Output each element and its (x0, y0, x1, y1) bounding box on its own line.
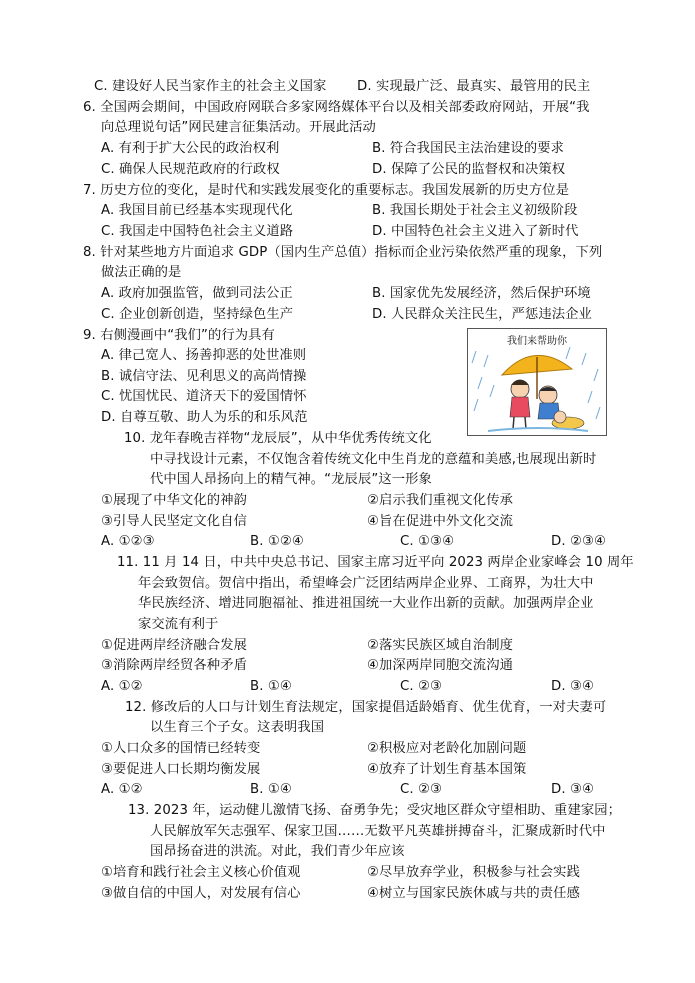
option-9b: B. 诚信守法、见利思义的高尚情操 (101, 369, 307, 384)
option-12b: B. ①④ (250, 782, 292, 797)
option-6b: B. 符合我国民主法治建设的要求 (372, 141, 565, 156)
option-9c: C. 忧国忧民、道济天下的爱国情怀 (101, 389, 307, 404)
statement-13-1: ①培育和践行社会主义核心价值观 (101, 865, 301, 880)
option-12a: A. ①② (101, 782, 143, 797)
comic-title: 我们来帮助你 (507, 336, 567, 347)
question-11-stem-cont: 年会致贺信。贺信中指出，希望峰会广泛团结两岸企业界、工商界，为壮大中 (138, 576, 594, 591)
option-11c: C. ②③ (400, 679, 443, 694)
option-7d: D. 中国特色社会主义进入了新时代 (372, 224, 579, 239)
option-9d: D. 自尊互敬、助人为乐的和乐风范 (101, 410, 308, 425)
statement-13-4: ④树立与国家民族休戚与共的责任感 (367, 886, 580, 901)
question-10-stem-cont2: 代中国人昂扬向上的精气神。“龙辰辰”这一形象 (150, 472, 432, 487)
question-10-stem: 10. 龙年春晚吉祥物“龙辰辰”，从中华优秀传统文化 (124, 431, 432, 446)
option-7a: A. 我国目前已经基本实现现代化 (101, 203, 293, 218)
option-8a: A. 政府加强监管，做到司法公正 (101, 286, 293, 301)
question-10-stem-cont: 中寻找设计元素，不仅饱含着传统文化中生肖龙的意蕴和美感,也展现出新时 (150, 452, 597, 467)
question-6-stem-cont: 向总理说句话”网民建言征集活动。开展此活动 (101, 120, 376, 135)
option-8b: B. 国家优先发展经济，然后保护环境 (372, 286, 591, 301)
option-5c: C. 建设好人民当家作主的社会主义国家 (94, 79, 327, 94)
question-11-stem: 11. 11 月 14 日，中共中央总书记、国家主席习近平向 2023 两岸企业家峰会 10 周年 (117, 555, 634, 570)
question-13-stem-cont: 人民解放军矢志强军、保家卫国……无数平凡英雄拼搏奋斗，汇聚成新时代中 (150, 824, 606, 839)
question-8-stem-cont: 做法正确的是 (101, 265, 182, 280)
option-12c: C. ②③ (400, 782, 443, 797)
question-12-stem-cont: 以生育三个子女。这表明我国 (150, 720, 325, 735)
option-10a: A. ①②③ (101, 534, 155, 549)
option-6a: A. 有利于扩大公民的政治权利 (101, 141, 280, 156)
statement-12-4: ④放弃了计划生育基本国策 (367, 762, 527, 777)
statement-12-1: ①人口众多的国情已经转变 (101, 741, 261, 756)
statement-12-2: ②积极应对老龄化加剧问题 (367, 741, 527, 756)
question-7-stem: 7. 历史方位的变化，是时代和实践发展变化的重要标志。我国发展新的历史方位是 (83, 183, 570, 198)
option-10b: B. ①②④ (250, 534, 304, 549)
question-11-stem-cont3: 家交流有利于 (138, 617, 219, 632)
statement-10-2: ②启示我们重视文化传承 (367, 493, 513, 508)
option-7b: B. 我国长期处于社会主义初级阶段 (372, 203, 578, 218)
option-6d: D. 保障了公民的监督权和决策权 (372, 162, 566, 177)
option-8d: D. 人民群众关注民生，严惩违法企业 (372, 307, 592, 322)
statement-10-1: ①展现了中华文化的神韵 (101, 493, 247, 508)
question-13-stem: 13. 2023 年，运动健儿激情飞扬、奋勇争先；受灾地区群众守望相助、重建家园； (128, 803, 622, 818)
option-8c: C. 企业创新创造，坚持绿色生产 (101, 307, 294, 322)
option-11a: A. ①② (101, 679, 143, 694)
option-10d: D. ②③④ (551, 534, 607, 549)
statement-10-4: ④旨在促进中外文化交流 (367, 514, 513, 529)
comic-illustration (467, 328, 607, 436)
question-11-stem-cont2: 华民族经济、增进同胞福祉、推进祖国统一大业作出新的贡献。加强两岸企业 (138, 596, 594, 611)
statement-10-3: ③引导人民坚定文化自信 (101, 514, 247, 529)
statement-11-4: ④加深两岸同胞交流沟通 (367, 658, 513, 673)
statement-13-3: ③做自信的中国人，对发展有信心 (101, 886, 301, 901)
statement-12-3: ③要促进人口长期均衡发展 (101, 762, 261, 777)
option-7c: C. 我国走中国特色社会主义道路 (101, 224, 294, 239)
statement-11-3: ③消除两岸经贸各种矛盾 (101, 658, 247, 673)
option-9a: A. 律己宽人、扬善抑恶的处世准则 (101, 348, 307, 363)
option-5d: D. 实现最广泛、最真实、最管用的民主 (357, 79, 591, 94)
question-9-stem: 9. 右侧漫画中“我们”的行为具有 (83, 328, 275, 343)
question-6-stem: 6. 全国两会期间，中国政府网联合多家网络媒体平台以及相关部委政府网站，开展“我 (83, 100, 590, 115)
statement-11-1: ①促进两岸经济融合发展 (101, 638, 247, 653)
question-13-stem-cont2: 国昂扬奋进的洪流。对此，我们青少年应该 (150, 844, 405, 859)
option-10c: C. ①③④ (400, 534, 455, 549)
question-8-stem: 8. 针对某些地方片面追求 GDP（国内生产总值）指标而企业污染依然严重的现象，下列 (83, 245, 603, 260)
comic-drawing (468, 329, 607, 436)
statement-13-2: ②尽早放弃学业，积极参与社会实践 (367, 865, 580, 880)
question-12-stem: 12. 修改后的人口与计划生育法规定，国家提倡适龄婚育、优生优育，一对夫妻可 (125, 700, 607, 715)
option-12d: D. ③④ (551, 782, 595, 797)
option-11b: B. ①④ (250, 679, 292, 694)
option-11d: D. ③④ (551, 679, 595, 694)
option-6c: C. 确保人民规范政府的行政权 (101, 162, 280, 177)
statement-11-2: ②落实民族区域自治制度 (367, 638, 513, 653)
